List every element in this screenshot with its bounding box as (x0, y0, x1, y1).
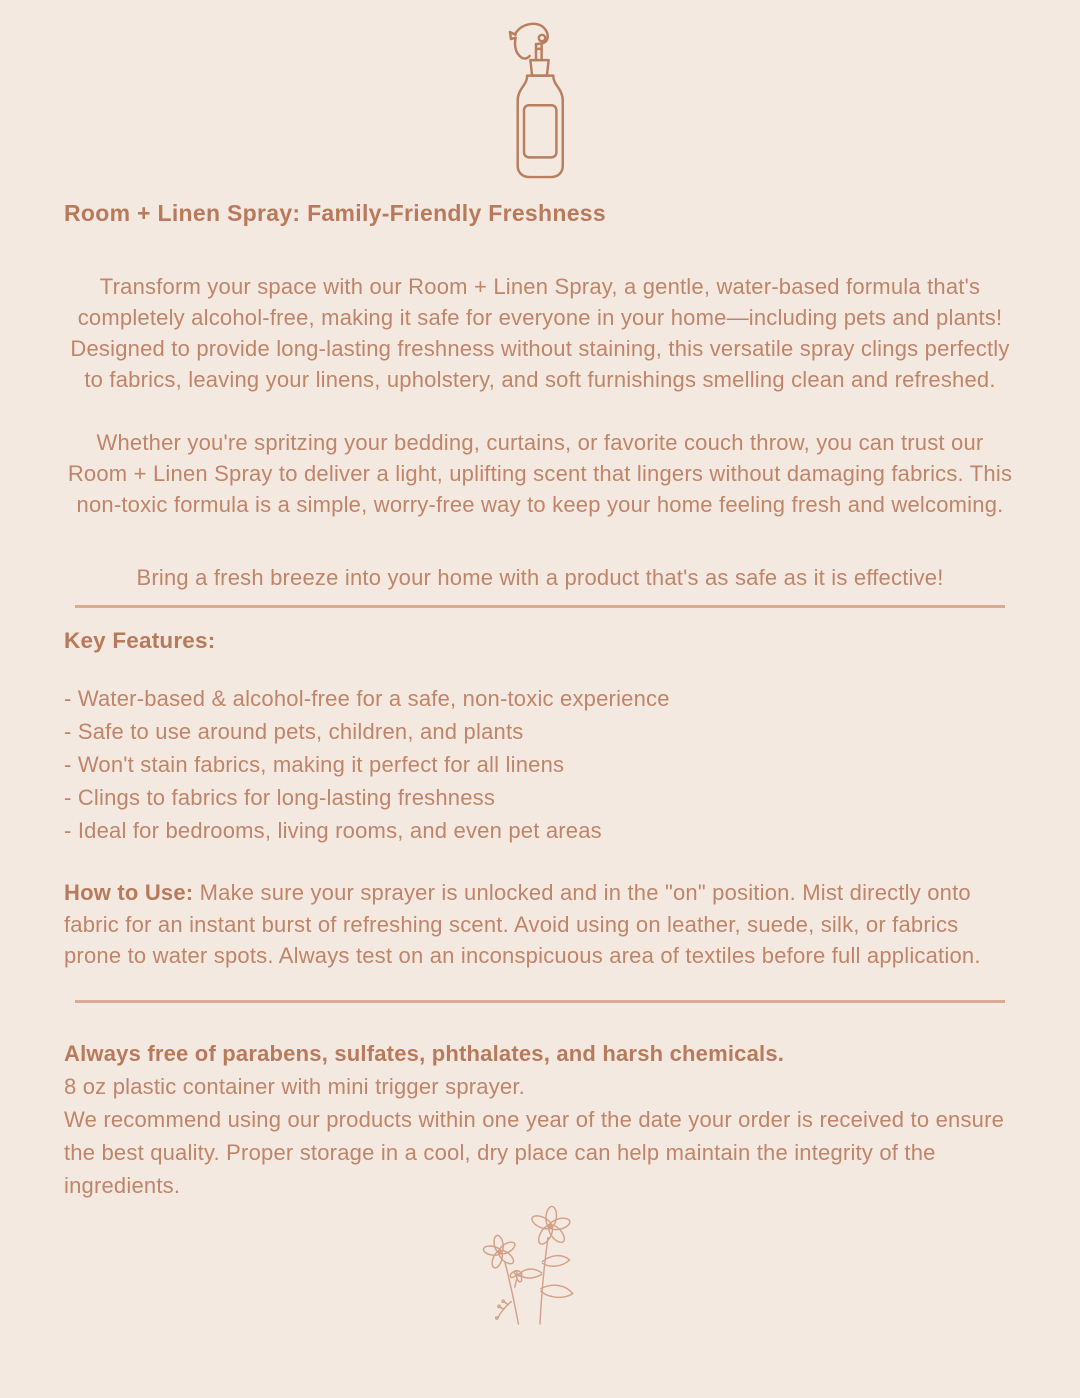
wildflowers-icon (468, 1204, 612, 1332)
feature-item: - Won't stain fabrics, making it perfect for all linens (64, 752, 565, 777)
page-title: Room + Linen Spray: Family-Friendly Freshness (64, 200, 606, 226)
how-to-use-label: How to Use: (64, 880, 194, 905)
intro-paragraph-3: Bring a fresh breeze into your home with a product that's as safe as it is effective! (136, 565, 944, 590)
how-to-use-paragraph (64, 877, 1016, 972)
key-features-list (64, 682, 1016, 847)
key-features-heading: Key Features: (64, 628, 216, 653)
product-details (64, 1037, 1016, 1202)
container-size-line: 8 oz plastic container with mini trigger sprayer. (64, 1073, 525, 1099)
intro-paragraph-1: Transform your space with our Room + Linen Spray, a gentle, water-based formula that's completely alcohol-free, making it safe for everyone in your home—including pets and plants! Designed to provide long-lasting freshness without staining, this versatile spray clings perfectly to fabrics, leaving your linens, upholstery, and soft furnishings smelling clean and refreshed. (70, 274, 1010, 392)
section-divider-top (75, 605, 1005, 608)
spray-bottle-icon (505, 20, 575, 182)
spray-bottle-illustration (64, 20, 1016, 182)
free-of-chemicals-line: Always free of parabens, sulfates, phthalates, and harsh chemicals. (64, 1040, 785, 1066)
intro-paragraph-2: Whether you're spritzing your bedding, curtains, or favorite couch throw, you can trust our Room + Linen Spray to deliver a light, uplifting scent that lingers without damaging fabrics. This non-toxic formula is a simple, worry-free way to keep your home feeling fresh and welcoming. (67, 430, 1013, 517)
feature-item: - Safe to use around pets, children, and plants (64, 719, 524, 744)
how-to-use-text: Make sure your sprayer is unlocked and in the "on" position. Mist directly onto fabric for an instant burst of refreshing scent. Avoid using on leather, suede, silk, or fabrics prone to water spots. Always test on an inconspicuous area of textiles before full application. (64, 880, 981, 968)
feature-item: - Ideal for bedrooms, living rooms, and even pet areas (64, 818, 602, 843)
feature-item: - Water-based & alcohol-free for a safe, non-toxic experience (64, 686, 670, 711)
wildflowers-illustration (64, 1204, 1016, 1334)
storage-recommendation-line: We recommend using our products within one year of the date your order is received to ensure the best quality. Proper storage in a cool, dry place can help maintain the integrity of the ingredients. (64, 1106, 1005, 1198)
section-divider-bottom (75, 1000, 1005, 1003)
feature-item: - Clings to fabrics for long-lasting freshness (64, 785, 496, 810)
